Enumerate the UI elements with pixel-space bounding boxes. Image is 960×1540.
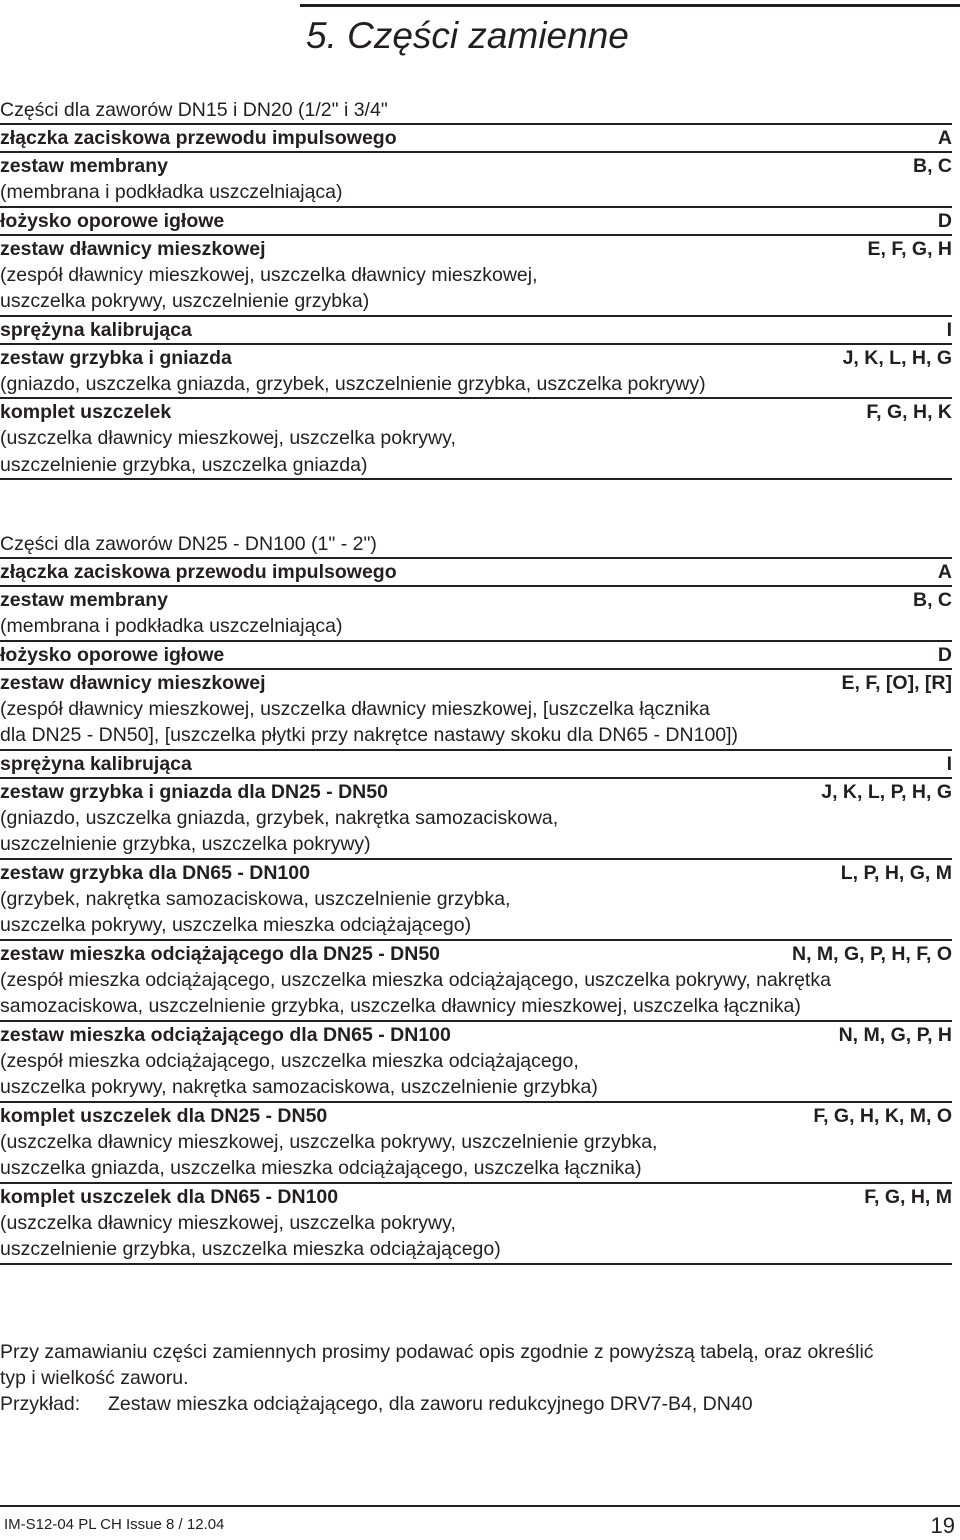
part-name: złączka zaciskowa przewodu impulsowego [0, 127, 397, 149]
part-entry [0, 1020, 952, 1101]
part-name: łożysko oporowe igłowe [0, 209, 225, 232]
part-codes: J, K, L, H, G [842, 346, 952, 369]
part-line [0, 153, 952, 179]
part-entry [0, 1101, 952, 1182]
part-description: (zespół dławnicy mieszkowej, uszczelka dławnicy mieszkowej, [0, 263, 538, 286]
part-line [0, 345, 952, 371]
part-description: uszczelnienie grzybka, uszczelka mieszka odciążającego) [0, 1238, 501, 1260]
part-entry [0, 206, 952, 234]
part-line [0, 642, 952, 668]
section-title: Części dla zaworów DN25 - DN100 (1" - 2") [0, 533, 377, 555]
part-codes: B, C [913, 155, 952, 177]
part-entry [0, 315, 952, 343]
part-name: zestaw mieszka odciążającego dla DN25 - DN50 [0, 942, 441, 965]
part-codes: I [946, 752, 952, 775]
part-codes: F, G, H, K [866, 401, 952, 423]
example-text: Zestaw mieszka odciążającego, dla zaworu redukcyjnego DRV7-B4, DN40 [108, 1393, 753, 1415]
part-line [0, 779, 952, 805]
part-name: sprężyna kalibrująca [0, 318, 192, 341]
part-description: (uszczelka dławnicy mieszkowej, uszczelka pokrywy, [0, 427, 456, 449]
part-entry [0, 585, 952, 640]
page-number: 19 [930, 1513, 955, 1538]
part-entry [0, 777, 952, 858]
part-name: zestaw dławnicy mieszkowej [0, 671, 266, 694]
part-description: uszczelka pokrywy, uszczelka mieszka odciążającego) [0, 914, 472, 936]
part-name: zestaw grzybka i gniazda [0, 346, 232, 369]
part-entry [0, 939, 952, 1020]
parts-table [0, 123, 952, 480]
part-description: (membrana i podkładka uszczelniająca) [0, 615, 343, 637]
part-description: uszczelka pokrywy, uszczelnienie grzybka) [0, 290, 370, 312]
part-name: komplet uszczelek [0, 401, 172, 423]
part-entry [0, 858, 952, 939]
part-entry [0, 397, 952, 478]
part-line [0, 751, 952, 777]
part-codes: I [946, 318, 952, 341]
part-codes: B, C [913, 589, 952, 611]
part-description: uszczelnienie grzybka, uszczelka gniazda) [0, 453, 368, 476]
part-name: zestaw grzybka i gniazda dla DN25 - DN50 [0, 780, 388, 803]
part-description: (gniazdo, uszczelka gniazda, grzybek, nakrętka samozaciskowa, [0, 806, 559, 829]
part-name: zestaw mieszka odciążającego dla DN65 - DN100 [0, 1023, 451, 1046]
part-description: uszczelka pokrywy, nakrętka samozaciskowa, uszczelnienie grzybka) [0, 1076, 598, 1098]
table-end-rule [0, 478, 952, 480]
part-codes: N, M, G, P, H, F, O [792, 942, 952, 965]
part-codes: F, G, H, M [864, 1185, 952, 1208]
parts-table [0, 557, 952, 1265]
document-id: IM-S12-04 PL CH Issue 8 / 12.04 [4, 1516, 225, 1533]
part-name: złączka zaciskowa przewodu impulsowego [0, 561, 397, 583]
part-codes: D [937, 209, 952, 232]
part-codes: D [937, 643, 952, 666]
part-codes: L, P, H, G, M [840, 861, 952, 884]
part-codes: J, K, L, P, H, G [821, 780, 952, 803]
part-description: (uszczelka dławnicy mieszkowej, uszczelka pokrywy, uszczelnienie grzybka, [0, 1130, 658, 1153]
part-name: zestaw membrany [0, 155, 168, 177]
part-description: uszczelnienie grzybka, uszczelka pokrywy) [0, 833, 371, 855]
page-title: 5. Części zamienne [306, 15, 629, 56]
example-label: Przykład: [0, 1393, 81, 1415]
order-note-line: typ i wielkość zaworu. [0, 1367, 189, 1389]
part-description: uszczelka gniazda, uszczelka mieszka odciążającego, uszczelka łącznika) [0, 1157, 642, 1179]
part-description: (zespół dławnicy mieszkowej, uszczelka dławnicy mieszkowej, [uszczelka łącznika [0, 697, 710, 720]
part-line [0, 125, 952, 151]
part-name: zestaw dławnicy mieszkowej [0, 237, 266, 260]
order-example [0, 1391, 960, 1417]
part-name: zestaw membrany [0, 589, 168, 611]
part-codes: E, F, [O], [R] [841, 671, 952, 694]
table-end-rule [0, 1263, 952, 1265]
part-entry [0, 557, 952, 585]
part-line [0, 587, 952, 613]
parts-section-dn25-dn100 [0, 531, 952, 1265]
part-entry [0, 668, 952, 749]
part-entry [0, 749, 952, 777]
part-description: (grzybek, nakrętka samozaciskowa, uszczelnienie grzybka, [0, 887, 511, 910]
part-codes: N, M, G, P, H [838, 1023, 952, 1046]
part-line [0, 236, 952, 262]
part-codes: A [937, 127, 952, 149]
part-line [0, 1022, 952, 1048]
part-name: sprężyna kalibrująca [0, 752, 192, 775]
part-line [0, 941, 952, 967]
part-description: (zespół mieszka odciążającego, uszczelka mieszka odciążającego, uszczelka pokrywy, nakrętka [0, 968, 831, 991]
part-entry [0, 1182, 952, 1263]
order-note-line: Przy zamawianiu części zamiennych prosimy podawać opis zgodnie z powyższą tabelą, oraz określić [0, 1341, 874, 1363]
part-entry [0, 343, 952, 398]
part-entry [0, 123, 952, 151]
part-name: komplet uszczelek dla DN25 - DN50 [0, 1104, 328, 1127]
part-name: zestaw grzybka dla DN65 - DN100 [0, 861, 310, 884]
part-line [0, 317, 952, 343]
part-line [0, 208, 952, 234]
order-note [0, 1339, 960, 1417]
part-name: łożysko oporowe igłowe [0, 643, 225, 666]
part-description: (uszczelka dławnicy mieszkowej, uszczelka pokrywy, [0, 1211, 456, 1234]
part-line [0, 1184, 952, 1210]
part-description: (membrana i podkładka uszczelniająca) [0, 181, 343, 203]
part-entry [0, 234, 952, 315]
header-rule [300, 4, 960, 7]
part-name: komplet uszczelek dla DN65 - DN100 [0, 1185, 339, 1208]
part-entry [0, 640, 952, 668]
part-line [0, 559, 952, 585]
parts-section-dn15-dn20 [0, 97, 952, 480]
part-codes: A [937, 561, 952, 583]
part-description: (gniazdo, uszczelka gniazda, grzybek, uszczelnienie grzybka, uszczelka pokrywy) [0, 372, 706, 395]
part-description: samozaciskowa, uszczelnienie grzybka, uszczelka dławnicy mieszkowej, uszczelka łącznika) [0, 995, 801, 1017]
part-line [0, 860, 952, 886]
part-codes: E, F, G, H [867, 237, 952, 260]
part-description: (zespół mieszka odciążającego, uszczelka mieszka odciążającego, [0, 1049, 579, 1072]
part-description: dla DN25 - DN50], [uszczelka płytki przy nakrętce nastawy skoku dla DN65 - DN100]) [0, 724, 739, 746]
section-title: Części dla zaworów DN15 i DN20 (1/2" i 3/4" [0, 99, 388, 121]
part-line [0, 670, 952, 696]
footer-rule [0, 1505, 960, 1507]
part-entry [0, 151, 952, 206]
part-line [0, 1103, 952, 1129]
part-codes: F, G, H, K, M, O [813, 1104, 952, 1127]
part-line [0, 399, 952, 425]
